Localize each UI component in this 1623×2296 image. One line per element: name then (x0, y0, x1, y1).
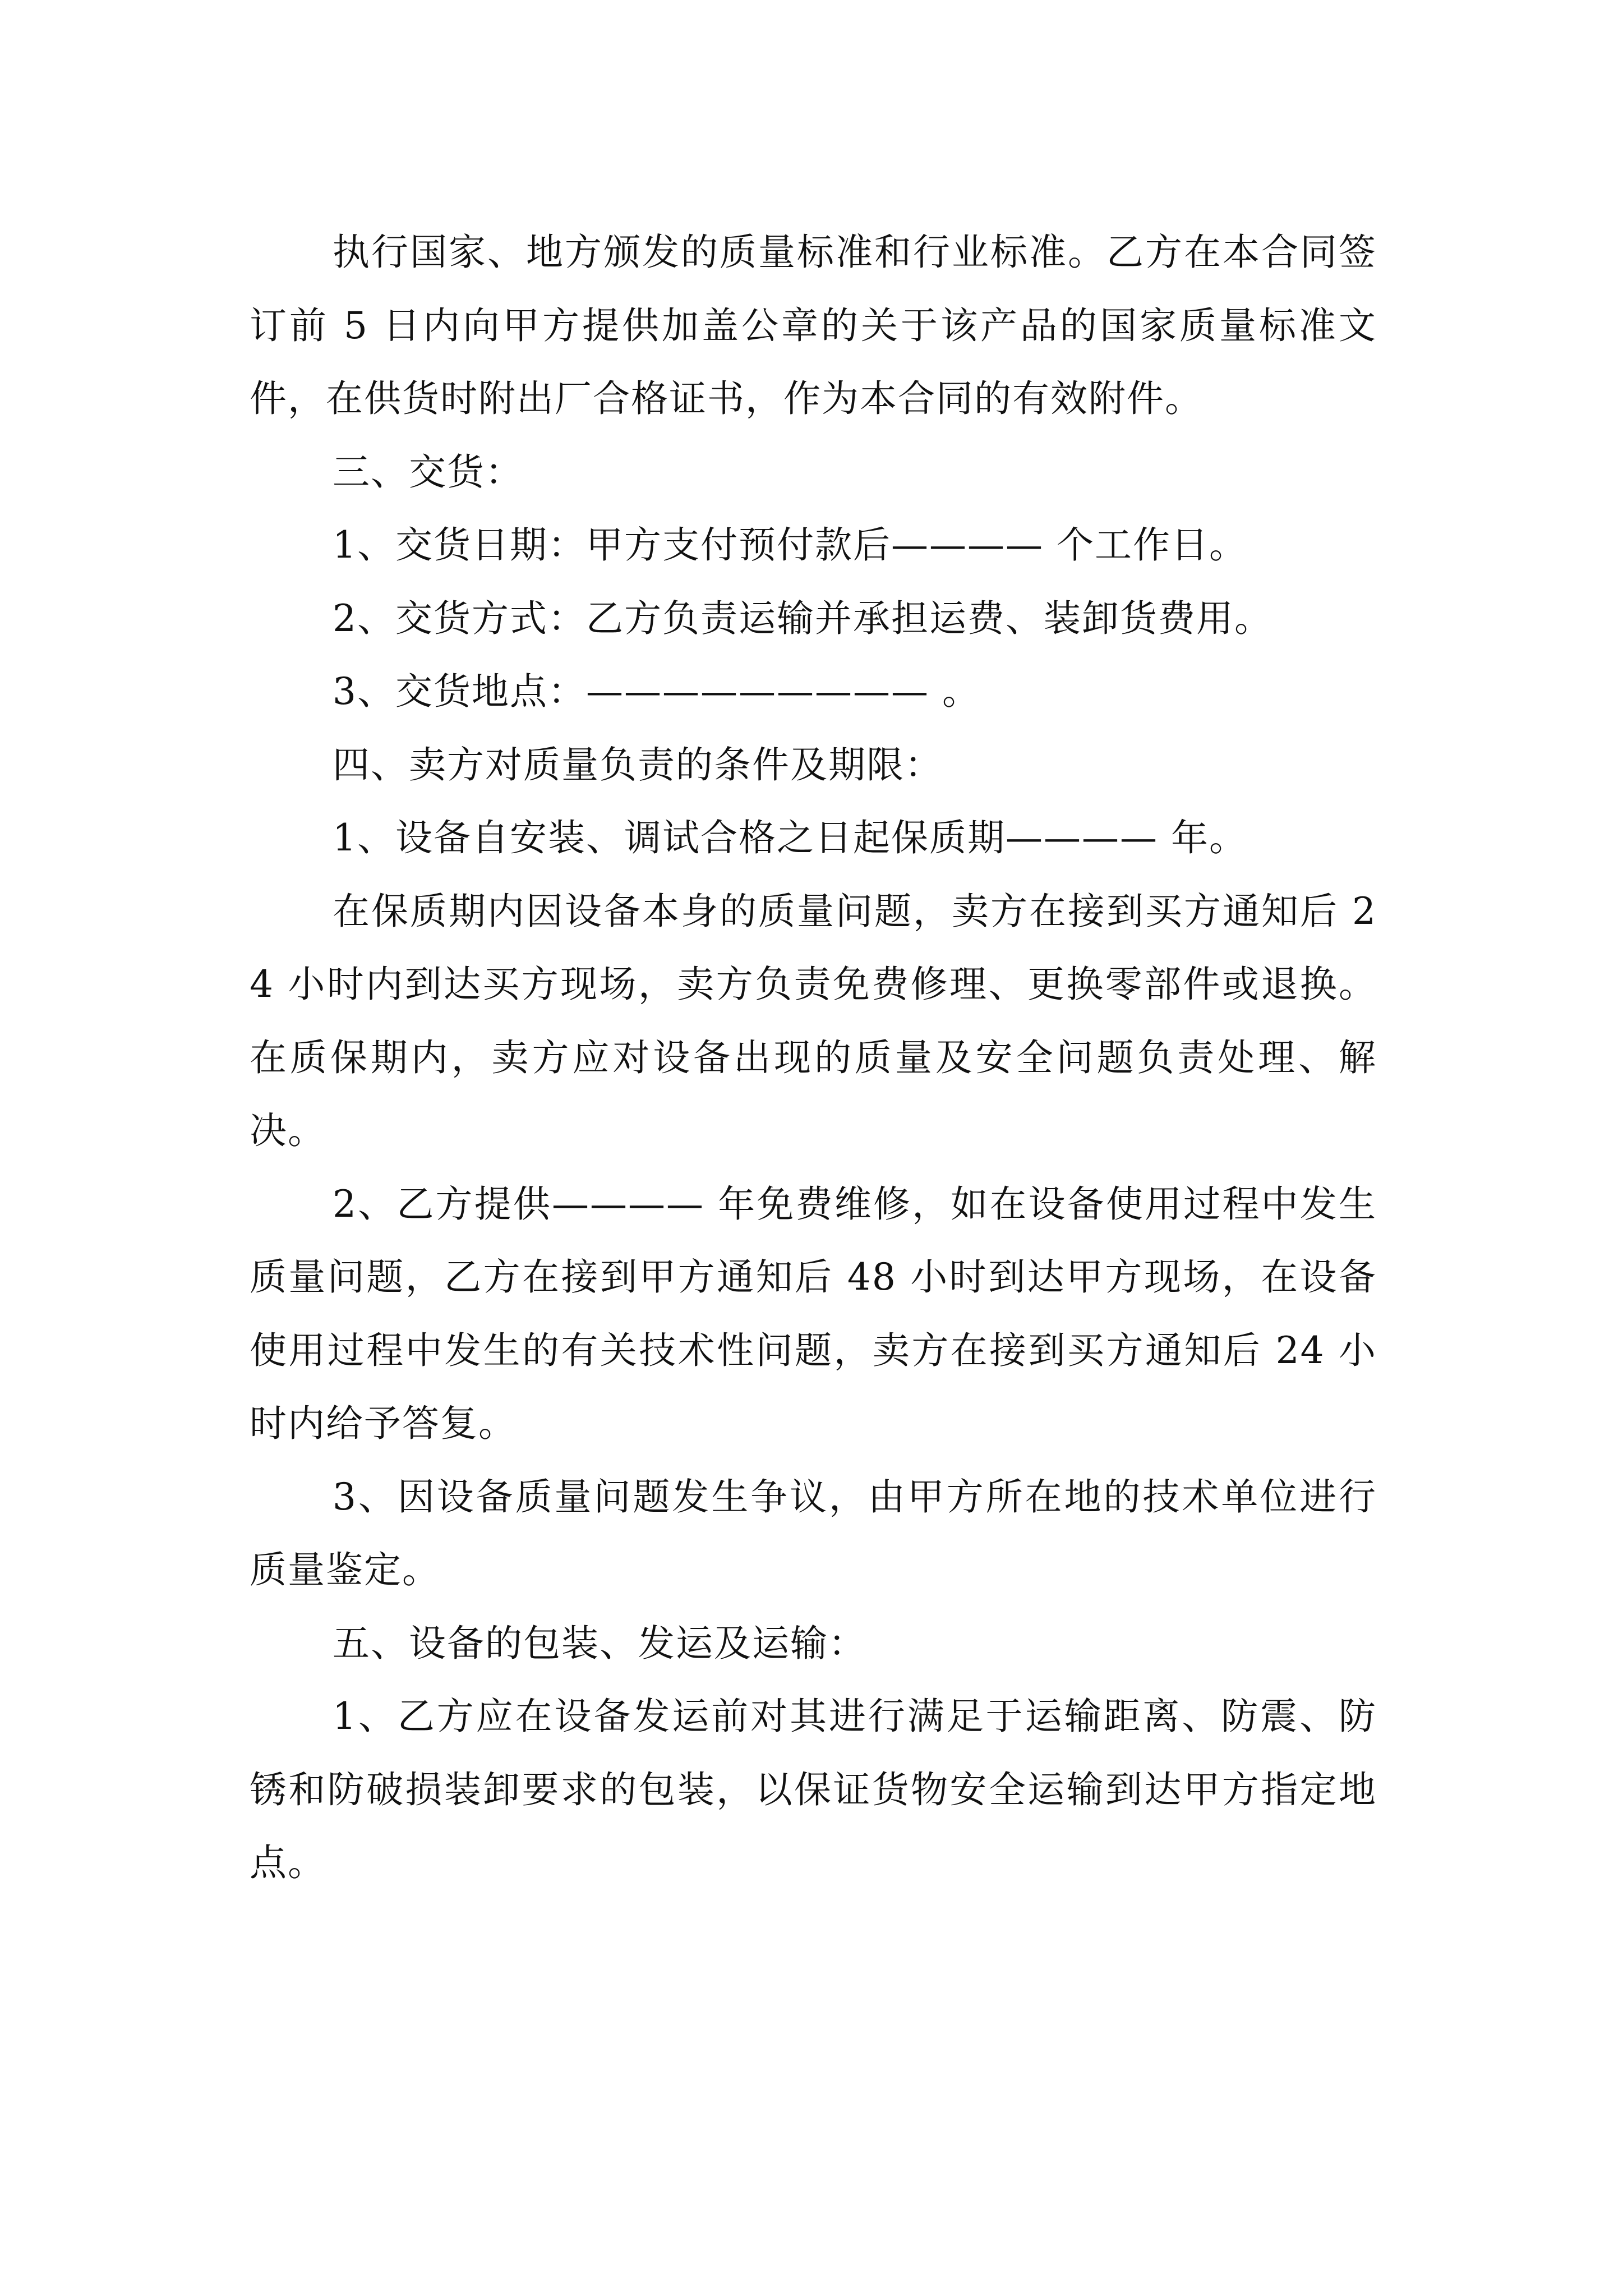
paragraph-warranty-repair: 在保质期内因设备本身的质量问题，卖方在接到买方通知后 24 小时内到达买方现场，卖方负责免费修理、更换零部件或退换。在质保期内，卖方应对设备出现的质量及安全问题负责处理、解决。 (250, 889, 1377, 1152)
heading-packaging-shipping: 五、设备的包装、发运及运输： (333, 1621, 866, 1665)
paragraph-quality-dispute: 3、因设备质量问题发生争议，由甲方所在地的技术单位进行质量鉴定。 (250, 1475, 1377, 1591)
paragraph-warranty-period: 1、设备自安装、调试合格之日起保质期———— 年。 (333, 816, 1247, 859)
paragraph-delivery-method: 2、交货方式：乙方负责运输并承担运费、装卸货费用。 (333, 596, 1272, 640)
paragraph-free-maintenance: 2、乙方提供———— 年免费维修，如在设备使用过程中发生质量问题，乙方在接到甲方通知后 48 小时到达甲方现场，在设备使用过程中发生的有关技术性问题，卖方在接到买方通知后 24 小时内给予答复。 (250, 1182, 1377, 1445)
paragraph-quality-standards: 执行国家、地方颁发的质量标准和行业标准。乙方在本合同签订前 5 日内向甲方提供加盖公章的关于该产品的国家质量标准文件，在供货时附出厂合格证书，作为本合同的有效附件。 (250, 231, 1377, 420)
paragraph-packaging: 1、乙方应在设备发运前对其进行满足于运输距离、防震、防锈和防破损装卸要求的包装，以保证货物安全运输到达甲方指定地点。 (250, 1695, 1377, 1884)
document-body (250, 216, 1377, 1900)
heading-quality-responsibility: 四、卖方对质量负责的条件及期限： (333, 743, 943, 786)
heading-delivery: 三、交货： (333, 450, 523, 494)
paragraph-delivery-date: 1、交货日期：甲方支付预付款后———— 个工作日。 (333, 523, 1247, 567)
paragraph-delivery-location: 3、交货地点：————————— 。 (333, 670, 980, 713)
